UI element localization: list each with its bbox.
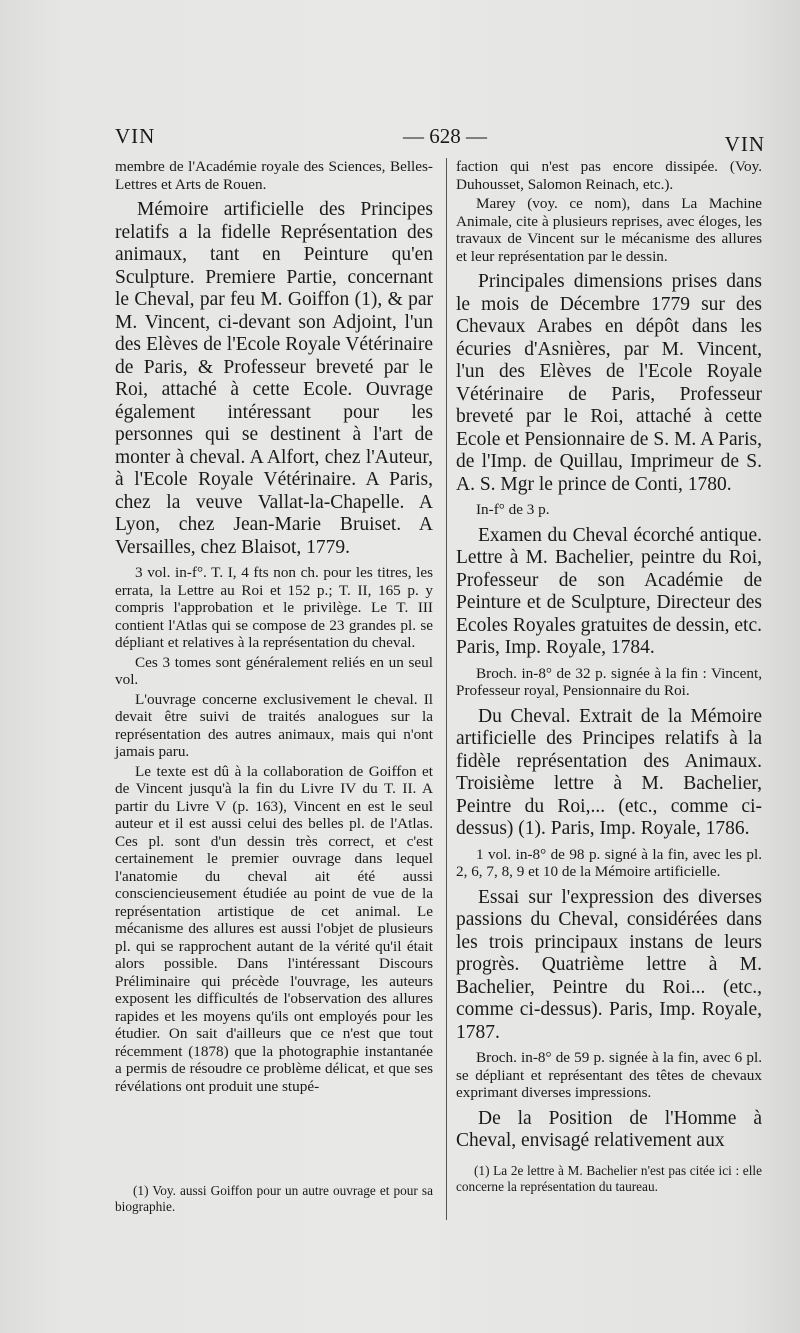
- header-left-word: VIN: [115, 124, 156, 148]
- footnote-1: (1) La 2e lettre à M. Bachelier n'est pas citée ici : elle concerne la représentation du taureau.: [456, 1163, 762, 1194]
- entry-memoire-artificielle: Mémoire artificielle des Principes relatifs a la fidelle Représentation des animaux, tant en Peinture qu'en Sculpture. Premiere Partie, concernant le Cheval, par feu M. Goiffon (1), & par M. Vincent, ci-devant son Adjoint, l'un des Elèves de l'Ecole Royale Vétérinaire de Paris, & Professeur breveté par le Roi, attaché à cette Ecole. Ouvrage également intéressant pour les personnes qui se destinent à l'art de monter à cheval. A Alfort, chez l'Auteur, à l'Ecole Royale Vétérinaire. A Paris, chez la veuve Vallat-la-Chapelle. A Lyon, chez Jean-Marie Bruiset. A Versailles, chez Blaisot, 1779.: [115, 199, 433, 558]
- format-note: In-f° de 3 p.: [476, 501, 550, 518]
- scope-note: L'ouvrage concerne exclusivement le cheval. Il devait être suivi de traités analogues sur la représentation des autres animaux, mais qui n'ont jamais paru.: [115, 690, 433, 760]
- page-number: — 628 —: [403, 124, 487, 148]
- format-note: 3 vol. in-f°. T. I, 4 fts non ch. pour les titres, les errata, la Lettre au Roi et 152 p.; T. II, 165 p. y compris l'approbation et le privilège. Le T. III contient l'Atlas qui se compose de 23 grandes pl. se dépliant et relatives à la représentation du cheval.: [115, 564, 433, 651]
- running-header: [115, 124, 765, 154]
- header-right-word: VIN: [724, 132, 765, 156]
- footnote-1: (1) Voy. aussi Goiffon pour un autre ouvrage et pour sa biographie.: [115, 1183, 433, 1214]
- entry-essai-expression: Essai sur l'expression des diverses passions du Cheval, considérées dans les trois principaux instans de leurs progrès. Quatrième lettre à M. Bachelier, Peintre du Roi... (etc., comme ci-dessus). Paris, Imp. Royale, 1787.: [456, 886, 762, 1043]
- entry-principales-dimensions: Principales dimensions prises dans le mois de Décembre 1779 sur des Chevaux Arabes en dépôt dans les écuries d'Asnières, par M. Vincent, l'un des Elèves de l'Ecole Royale Vétérinaire de Paris, Professeur breveté par le Roi, attaché à cette Ecole et Pensionnaire de S. M. A Paris, de l'Imp. de Quillau, Imprimeur de S. A. S. Mgr le prince de Conti, 1780.: [456, 271, 762, 495]
- right-footnote-block: [456, 1163, 762, 1194]
- format-note: 1 vol. in-8° de 98 p. signé à la fin, avec les pl. 2, 6, 7, 8, 9 et 10 de la Mémoire artificielle.: [456, 845, 762, 880]
- marey-note: Marey (voy. ce nom), dans La Machine Animale, cite à plusieurs reprises, avec éloges, les travaux de Vincent sur le mécanisme des allures et leur représentation par le dessin.: [456, 195, 762, 265]
- entry-examen-cheval: Examen du Cheval écorché antique. Lettre à M. Bachelier, peintre du Roi, Professeur de son Académie de Peinture et de Sculpture, Directeur des Ecoles Royales gratuites de dessin, etc. Paris, Imp. Royale, 1784.: [456, 524, 762, 658]
- continuation-text: faction qui n'est pas encore dissipée. (Voy. Duhousset, Salomon Reinach, etc.).: [456, 158, 762, 193]
- binding-note: Ces 3 tomes sont généralement reliés en un seul vol.: [115, 653, 433, 688]
- entry-du-cheval: Du Cheval. Extrait de la Mémoire artificielle des Principes relatifs à la fidèle représentation des Animaux. Troisième lettre à M. Bachelier, Peintre du Roi,... (etc., comme ci-dessus) (1). Paris, Imp. Royale, 1786.: [456, 705, 762, 839]
- left-footnote-block: [115, 1183, 433, 1214]
- continuation-text: membre de l'Académie royale des Sciences, Belles-Lettres et Arts de Rouen.: [115, 158, 433, 193]
- right-column: [456, 158, 762, 1194]
- commentary-note: Le texte est dû à la collaboration de Goiffon et de Vincent jusqu'à la fin du Livre IV du T. II. A partir du Livre V (p. 163), Vincent en est le seul auteur et il est aussi celui des belles pl. de l'Atlas. Ces pl. sont d'un dessin très correct, et c'est certainement le premier ouvrage dans lequel l'anatomie du cheval ait été aussi consciencieusement étudiée au point de vue de la représentation artistique de cet animal. Le mécanisme des allures est aussi l'objet de plusieurs pl. qui se rapprochent autant de la vérité qu'il était alors possible. Dans l'intéressant Discours Préliminaire qui précède l'ouvrage, les auteurs exposent les difficultés de l'observation des allures rapides et les moyens qu'ils ont employés pour les étudier. On sait d'ailleurs que ce n'est que tout récemment (1878) que la photographie instantanée a permis de résoudre ce problème délicat, et que ses révélations ont produit une stupé-: [115, 762, 433, 1095]
- left-column: [115, 158, 433, 1214]
- format-note: Broch. in-8° de 32 p. signée à la fin : Vincent, Professeur royal, Pensionnaire du Roi.: [456, 664, 762, 699]
- format-note: Broch. in-8° de 59 p. signée à la fin, avec 6 pl. se dépliant et représentant des têtes de chevaux exprimant diverses impressions.: [456, 1049, 762, 1101]
- column-divider: [446, 158, 447, 1220]
- entry-position-homme: De la Position de l'Homme à Cheval, envisagé relativement aux: [456, 1107, 762, 1151]
